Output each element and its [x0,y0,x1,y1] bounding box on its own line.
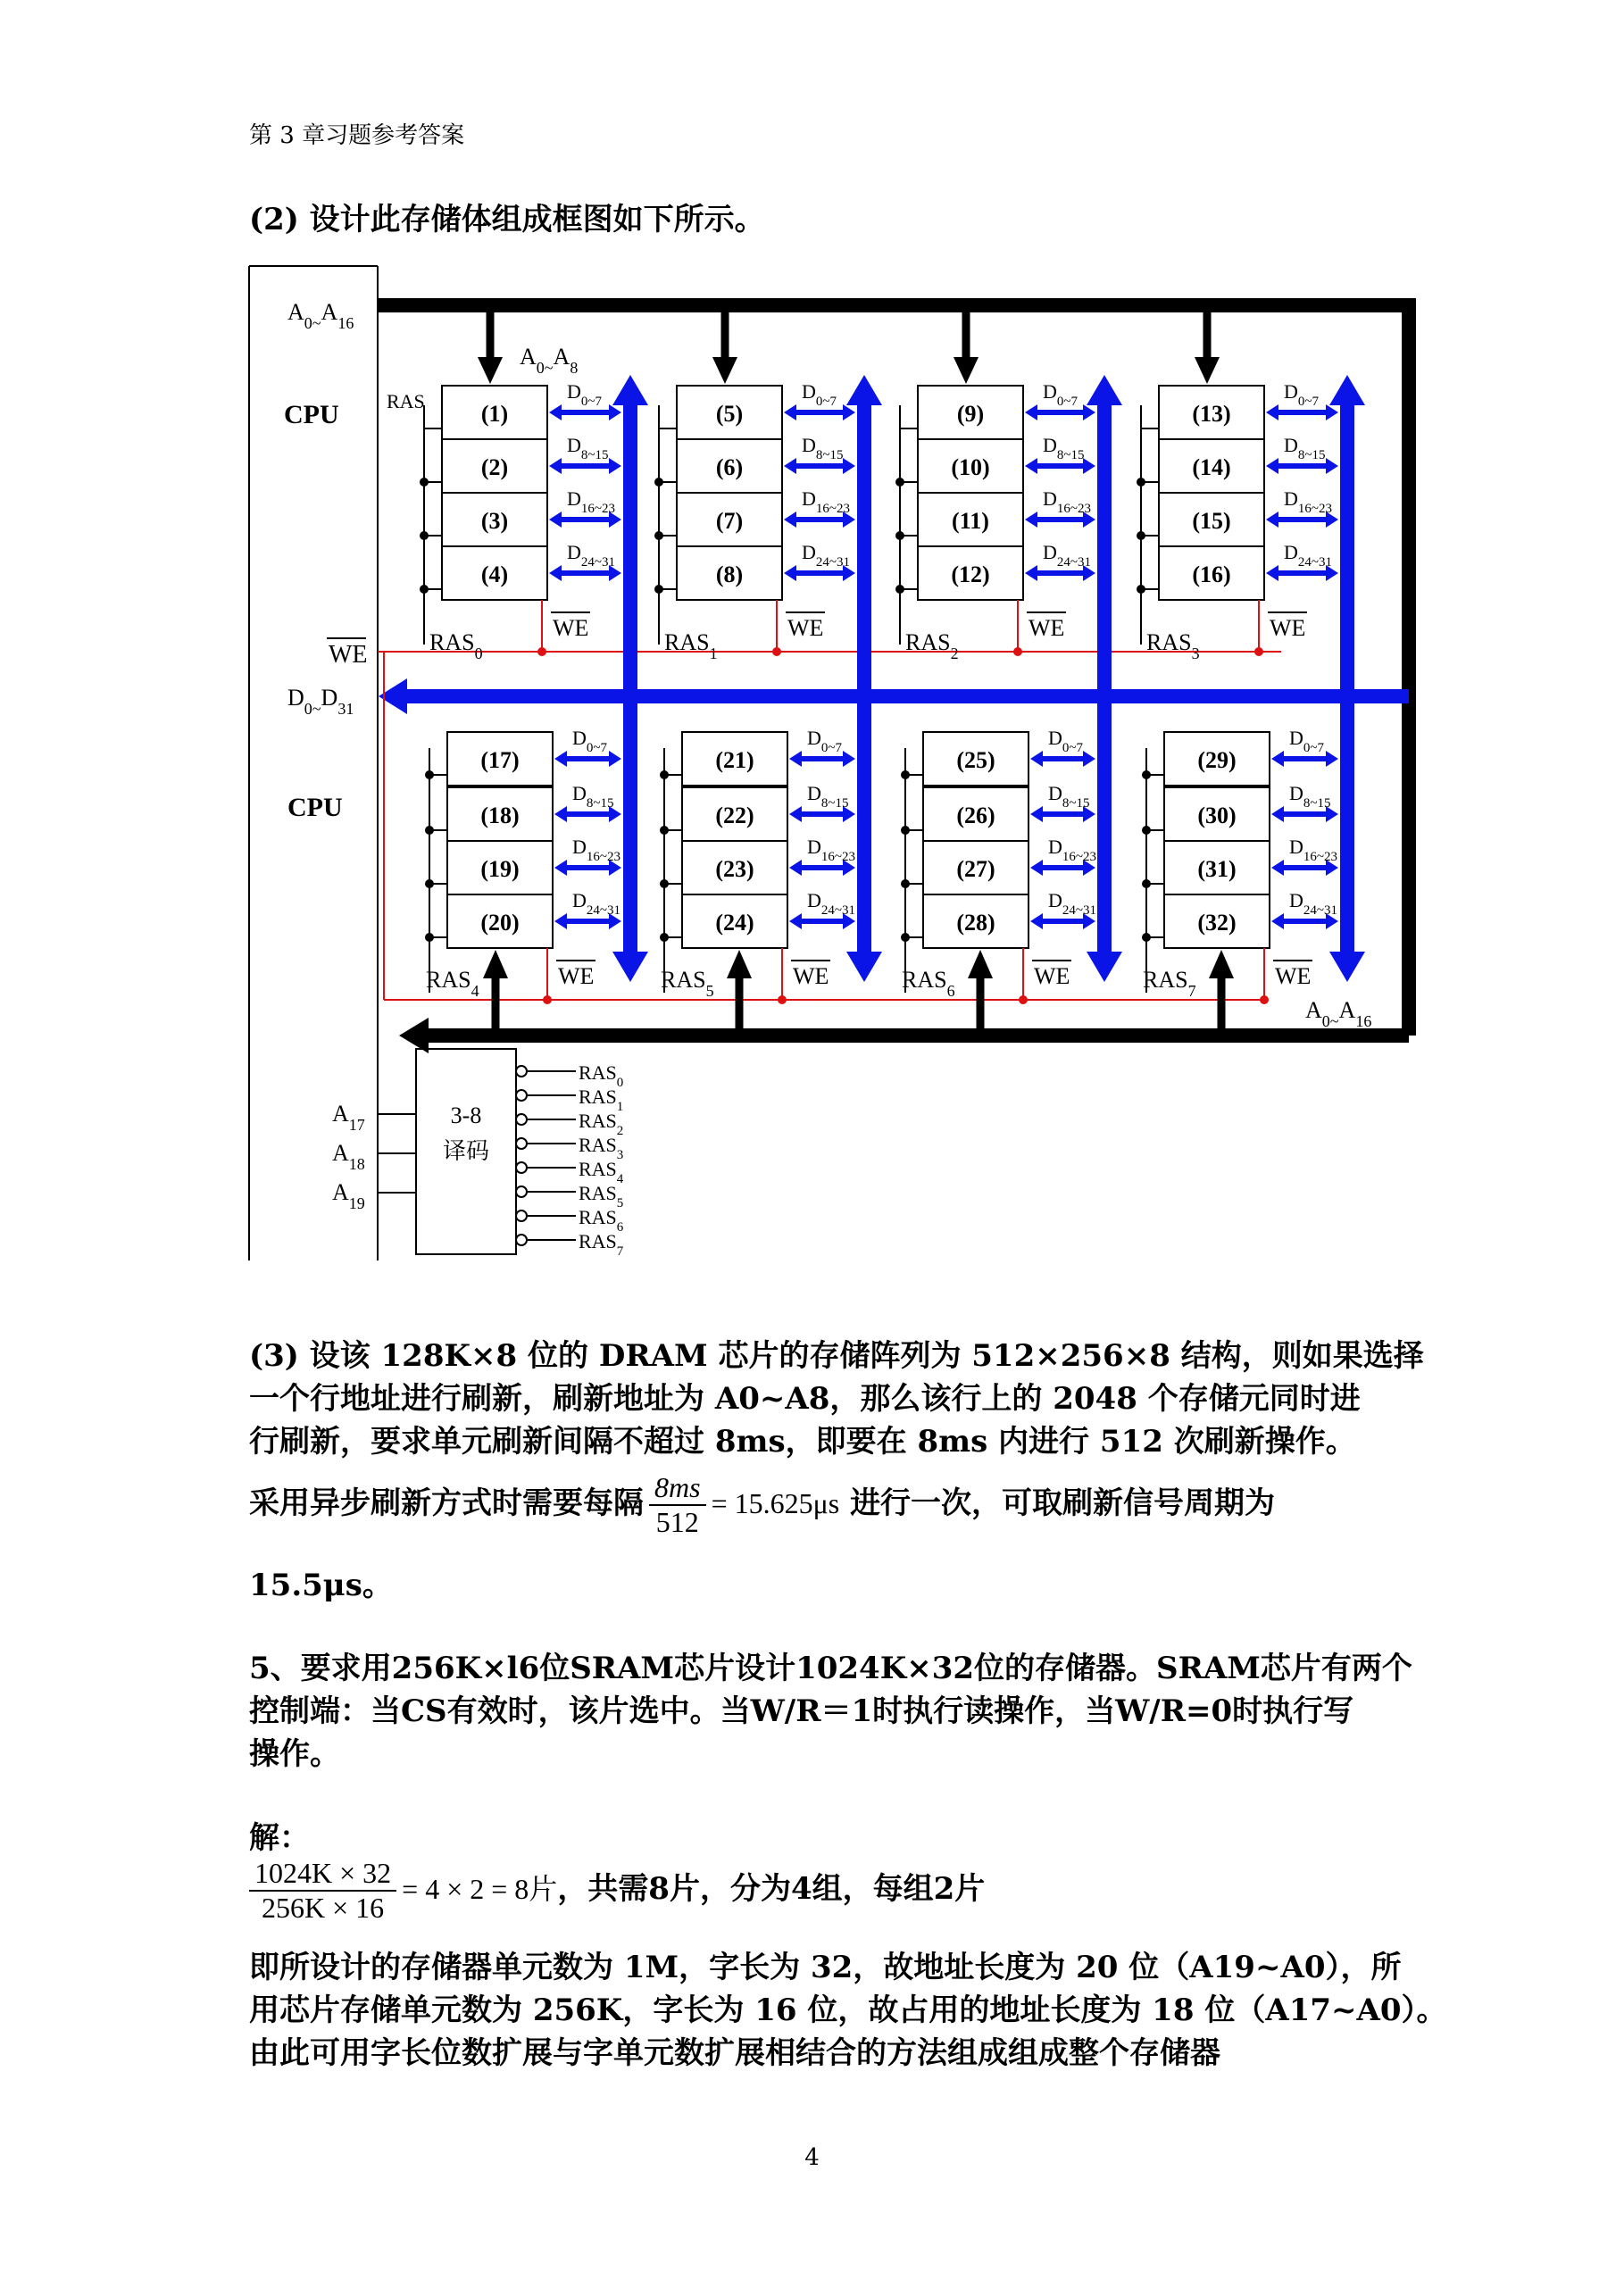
data-line-label: $D_{24\sim 31}$ [567,541,616,570]
decoder-output-bubble [516,1090,527,1101]
solution-label: 解： [249,1820,310,1856]
address-arrow-bottom-4 [1209,950,1234,978]
data-connector-right-arrow [1083,458,1095,474]
data-connector-left-arrow [549,565,562,581]
data-connector-right-arrow [609,458,621,474]
chip-label: (28) [956,910,995,936]
ras-junction-dot [895,531,904,540]
data-line-label: $D_{16\sim 23}$ [572,836,621,864]
data-bus-up-arrow-1 [612,375,648,405]
data-line-label: $D_{8\sim 15}$ [1284,434,1326,462]
data-connector-left-arrow [1025,512,1037,528]
ras-junction-dot [425,826,434,835]
data-connector-left-arrow [789,913,802,929]
problem5-line2: 控制端：当CS有效时，该片选中。当W/R＝1时执行读操作，当W/R=0时执行写 [249,1693,1354,1729]
ras-signal-label: $RAS_2$ [905,629,959,662]
solution-line2: 用芯片存储单元数为 256K，字长为 16 位，故占用的地址长度为 18 位（A17~A0）。 [249,1992,1447,2028]
data-line-label: $D_{24\sim 31}$ [1048,889,1097,918]
data-bus-up-arrow-4 [1329,375,1365,405]
chip-label: (25) [956,747,995,773]
decoder-output-label: $RAS_3$ [579,1134,624,1162]
chip-label: (9) [956,401,985,427]
data-line-label: $D_{24\sim 31}$ [802,541,851,570]
data-line-label: $D_{8\sim 15}$ [567,434,609,462]
data-connector-right-arrow [843,458,855,474]
ras-signal-label: $RAS_6$ [902,967,955,1000]
ras-junction-dot [1142,879,1151,888]
chip-label: (18) [480,803,520,828]
data-connector-left-arrow [789,751,802,767]
data-connector-left-arrow [789,806,802,822]
address-arrow-top-2 [712,357,737,384]
ras-junction-dot [654,531,663,540]
data-connector-right-arrow [609,751,621,767]
page-header: 第 3 章习题参考答案 [249,122,465,149]
chip-label: (5) [715,401,744,427]
data-connector-right-arrow [1326,751,1338,767]
decoder-output-label: $RAS_4$ [579,1158,624,1186]
ras-signal-label: $RAS_4$ [426,967,479,1000]
we-junction-dot [1260,995,1269,1004]
data-connector-left-arrow [1266,512,1278,528]
decoder-output-label: $RAS_7$ [579,1230,624,1259]
we-label: WE [1270,615,1306,641]
data-connector-right-arrow [1326,404,1338,420]
data-line-label: $D_{0\sim 7}$ [1284,380,1320,409]
data-bus-label: $D_{0\sim}D_{31}$ [287,685,354,718]
we-label: WE [793,963,829,989]
data-connector-left-arrow [1030,913,1043,929]
address-bus-label-right: $A_{0\sim}A_{16}$ [1305,997,1372,1030]
line4-pre: 采用异步刷新方式时需要每隔 [249,1485,644,1521]
chip-label: (2) [480,454,509,480]
decoder-output-bubble [516,1066,527,1077]
we-junction-dot [1019,995,1028,1004]
data-line-label: $D_{0\sim 7}$ [567,380,603,409]
data-connector-left-arrow [789,860,802,876]
we-label: WE [787,615,824,641]
ras-junction-dot [901,879,910,888]
data-bus-down-arrow-1 [612,952,648,982]
data-line-label: $D_{24\sim 31}$ [572,889,621,918]
ras-junction-dot [1142,933,1151,942]
address-arrow-top-4 [1195,357,1220,384]
we-junction-dot [1254,647,1263,656]
we-label: WE [558,963,595,989]
data-connector-left-arrow [1271,913,1284,929]
decoder-label-1: 3-8 [450,1102,482,1128]
fraction-result: = 15.625μs [711,1486,840,1519]
ras-junction-dot [1137,478,1145,487]
decoder-output-label: $RAS_5$ [579,1182,624,1210]
we-junction-dot [537,647,546,656]
ras-signal-label: $RAS_5$ [661,967,714,1000]
we-label: WE [1275,963,1312,989]
address-arrow-bottom-2 [727,950,752,978]
data-line-label: $D_{24\sim 31}$ [1043,541,1092,570]
ras-junction-dot [1137,585,1145,594]
decoder-output-bubble [516,1162,527,1173]
data-connector-left-arrow [1025,565,1037,581]
refresh-fraction [649,1471,706,1539]
we-junction-dot [1013,647,1022,656]
fraction-denominator: 512 [655,1505,699,1538]
data-connector-left-arrow [1271,751,1284,767]
data-connector-right-arrow [843,751,855,767]
data-line-label: $D_{8\sim 15}$ [1048,782,1090,811]
we-junction-dot [772,647,781,656]
data-line-label: $D_{8\sim 15}$ [1289,782,1331,811]
chip-label: (17) [480,747,520,773]
ras-junction-dot [1142,826,1151,835]
fraction-numerator: 8ms [649,1471,706,1506]
line4-post: 进行一次，可取刷新信号周期为 [850,1485,1276,1521]
chip-label: (1) [480,401,509,427]
data-line-label: $D_{16\sim 23}$ [567,487,616,516]
data-connector-left-arrow [1025,404,1037,420]
cpu-label-top: CPU [284,400,339,429]
address-arrow-top-3 [954,357,979,384]
data-connector-left-arrow [1266,404,1278,420]
ras-junction-dot [425,933,434,942]
decoder-input-label: $A_{17}$ [332,1101,365,1134]
chip-label: (16) [1192,562,1231,587]
ras-junction-dot [420,585,429,594]
data-bus-arrowhead [379,678,407,714]
decoder-output-bubble [516,1186,527,1197]
ras-junction-dot [1142,770,1151,779]
chip-count-text: ，共需8片，分为4组，每组2片 [557,1870,986,1907]
chip-label: (11) [952,508,989,534]
data-connector-right-arrow [609,404,621,420]
decoder-output-label: $RAS_2$ [579,1110,624,1138]
ras-junction-dot [660,933,669,942]
data-bus-up-arrow-2 [846,375,882,405]
data-connector-left-arrow [784,404,796,420]
section3-line1: (3) 设该 128K×8 位的 DRAM 芯片的存储阵列为 512×256×8 结构，则如果选择 [249,1338,1424,1374]
data-connector-left-arrow [549,404,562,420]
chip-label: (31) [1197,856,1237,882]
data-line-label: $D_{0\sim 7}$ [1043,380,1079,409]
decoder-output-label: $RAS_6$ [579,1206,624,1235]
ras-junction-dot [901,770,910,779]
section2-title: (2) 设计此存储体组成框图如下所示。 [249,202,765,237]
chip-label: (7) [715,508,744,534]
data-line-label: $D_{16\sim 23}$ [807,836,856,864]
chip-label: (8) [715,562,744,587]
ras-junction-dot [425,770,434,779]
data-line-label: $D_{0\sim 7}$ [1048,727,1084,755]
chip-label: (4) [480,562,509,587]
ras-junction-dot [660,879,669,888]
decoder-input-label: $A_{19}$ [332,1179,365,1212]
data-connector-left-arrow [784,512,796,528]
chip-label: (22) [715,803,754,828]
chip-label: (21) [715,747,754,773]
solution-line3: 由此可用字长位数扩展与字单元数扩展相结合的方法组成组成整个存储器 [249,2035,1220,2071]
chip-label: (26) [956,803,995,828]
ras-junction-dot [660,826,669,835]
ras-junction-dot [895,478,904,487]
data-line-label: $D_{24\sim 31}$ [807,889,856,918]
ras-signal-label: $RAS_1$ [664,629,718,662]
data-connector-left-arrow [1025,458,1037,474]
chip-label: (14) [1192,454,1231,480]
decoder-label-2: 译码 [442,1138,490,1164]
chip-count-result: = 4 × 2 = 8片 [402,1872,558,1905]
data-line-label: $D_{16\sim 23}$ [802,487,851,516]
chip-label: (12) [951,562,990,587]
data-connector-left-arrow [784,458,796,474]
data-connector-left-arrow [1266,458,1278,474]
ras-junction-dot [654,585,663,594]
section3-line3: 行刷新，要求单元刷新间隔不超过 8ms，即要在 8ms 内进行 512 次刷新操作。 [249,1424,1356,1460]
data-connector-left-arrow [554,860,567,876]
data-line-label: $D_{8\sim 15}$ [807,782,849,811]
decoder-output-bubble [516,1114,527,1125]
section3-line2: 一个行地址进行刷新，刷新地址为 A0~A8，那么该行上的 2048 个存储元同时进 [249,1381,1361,1417]
ras-label: RAS [387,390,425,412]
ras-junction-dot [901,826,910,835]
data-line-label: $D_{8\sim 15}$ [572,782,614,811]
data-line-label: $D_{0\sim 7}$ [1289,727,1325,755]
we-label: WE [1034,963,1070,989]
data-connector-left-arrow [1271,860,1284,876]
ras-signal-label: $RAS_0$ [429,629,483,662]
chip-label: (15) [1192,508,1231,534]
address-arrow-bottom-3 [968,950,993,978]
data-line-label: $D_{24\sim 31}$ [1284,541,1333,570]
data-line-label: $D_{16\sim 23}$ [1289,836,1338,864]
chip-label: (19) [480,856,520,882]
data-connector-left-arrow [554,751,567,767]
data-line-label: $D_{0\sim 7}$ [802,380,837,409]
decoder-output-bubble [516,1138,527,1149]
data-connector-left-arrow [549,458,562,474]
section3-line5: 15.5μs。 [249,1568,393,1603]
decoder-output-bubble [516,1235,527,1245]
data-connector-left-arrow [1030,806,1043,822]
ras-junction-dot [901,933,910,942]
chip-label: (20) [480,910,520,936]
decoder-output-bubble [516,1210,527,1221]
data-connector-right-arrow [1083,404,1095,420]
data-line-label: $D_{0\sim 7}$ [572,727,608,755]
cpu-label-bottom: CPU [287,793,343,822]
page-number: 4 [804,2144,820,2171]
data-bus-down-arrow-4 [1329,952,1365,982]
ras-signal-label: $RAS_7$ [1143,967,1196,1000]
we-junction-dot [543,995,552,1004]
data-line-label: $D_{16\sim 23}$ [1043,487,1092,516]
chip-label: (27) [956,856,995,882]
data-line-label: $D_{8\sim 15}$ [1043,434,1085,462]
chip-label: (24) [715,910,754,936]
ras-junction-dot [420,531,429,540]
we-label: WE [1029,615,1065,641]
data-connector-right-arrow [1083,751,1095,767]
ras-junction-dot [420,478,429,487]
we-cpu-label: WE [329,641,368,669]
data-line-label: $D_{0\sim 7}$ [807,727,843,755]
chip-label: (10) [951,454,990,480]
solution-equation [249,1857,985,1925]
data-bus-down-arrow-2 [846,952,882,982]
address-arrow-top-1 [478,357,503,384]
data-connector-left-arrow [549,512,562,528]
ras-junction-dot [654,478,663,487]
data-connector-left-arrow [784,565,796,581]
ras-junction-dot [660,770,669,779]
ras-junction-dot [425,879,434,888]
ras-junction-dot [1137,531,1145,540]
decoder-input-label: $A_{18}$ [332,1140,365,1173]
row-address-label: $A_{0\sim}A_8$ [520,344,579,377]
chip-label: (13) [1192,401,1231,427]
chip-label: (32) [1197,910,1237,936]
ras-junction-dot [895,585,904,594]
data-line-label: $D_{16\sim 23}$ [1048,836,1097,864]
ras-signal-label: $RAS_3$ [1146,629,1200,662]
data-connector-left-arrow [1271,806,1284,822]
data-line-label: $D_{16\sim 23}$ [1284,487,1333,516]
fraction-numerator: 1024K × 32 [249,1857,396,1892]
address-arrow-bottom-1 [483,950,508,978]
data-connector-left-arrow [554,806,567,822]
data-connector-right-arrow [843,404,855,420]
data-line-label: $D_{8\sim 15}$ [802,434,844,462]
section3-line4 [249,1471,1275,1539]
data-connector-left-arrow [1030,860,1043,876]
data-bus-down-arrow-3 [1087,952,1122,982]
we-junction-dot [778,995,787,1004]
problem5-line3: 操作。 [249,1736,340,1772]
data-connector-left-arrow [1030,751,1043,767]
data-connector-left-arrow [1266,565,1278,581]
chip-label: (30) [1197,803,1237,828]
decoder-output-label: $RAS_0$ [579,1061,624,1090]
chip-label: (29) [1197,747,1237,773]
data-connector-left-arrow [554,913,567,929]
data-bus-up-arrow-3 [1087,375,1122,405]
chip-count-fraction [249,1857,396,1925]
fraction-denominator: 256K × 16 [262,1891,385,1924]
address-bus-label: $A_{0\sim}A_{16}$ [287,299,354,332]
solution-line1: 即所设计的存储器单元数为 1M，字长为 32，故地址长度为 20 位（A19~A0），所 [249,1950,1402,1985]
chip-label: (3) [480,508,509,534]
chip-label: (6) [715,454,744,480]
we-label: WE [553,615,589,641]
data-line-label: $D_{24\sim 31}$ [1289,889,1338,918]
decoder-output-label: $RAS_1$ [579,1086,624,1114]
data-connector-right-arrow [1326,458,1338,474]
problem5-line1: 5、要求用256K×l6位SRAM芯片设计1024K×32位的存储器。SRAM芯片有两个 [249,1651,1412,1686]
chip-label: (23) [715,856,754,882]
